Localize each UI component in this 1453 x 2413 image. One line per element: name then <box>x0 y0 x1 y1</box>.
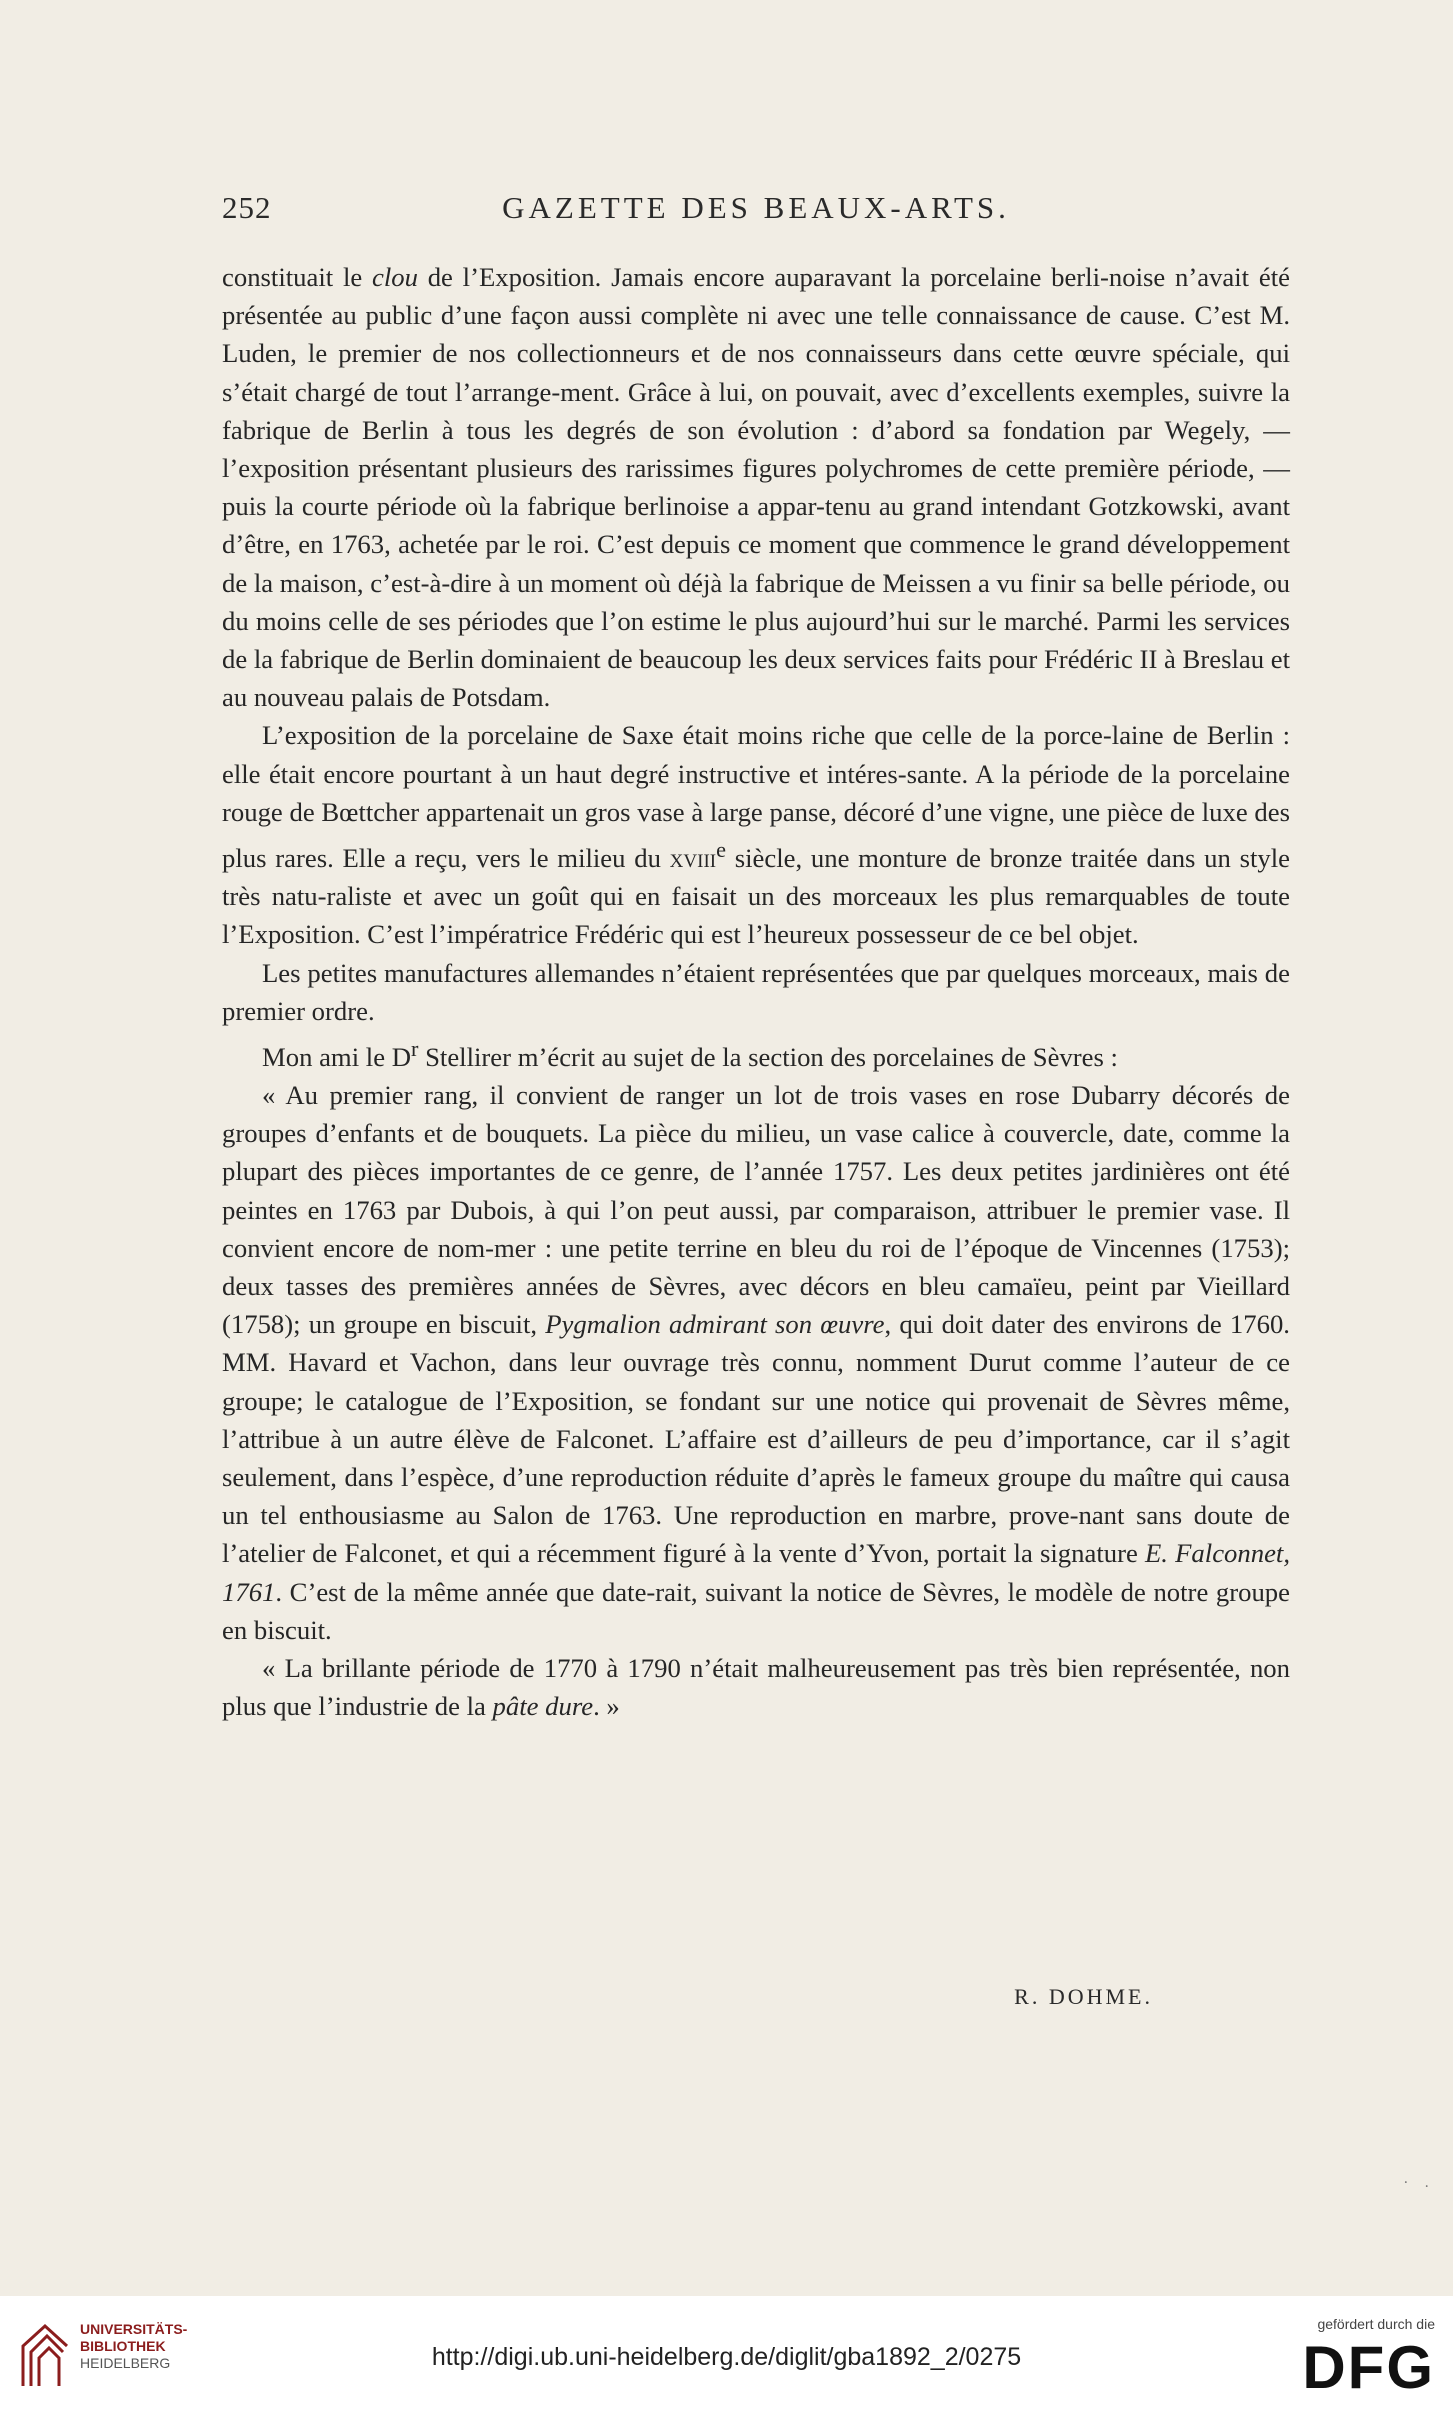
dfg-logo: DFG <box>1302 2334 1435 2401</box>
permalink-url[interactable]: http://digi.ub.uni-heidelberg.de/diglit/gba1892_2/0275 <box>431 2343 1022 2371</box>
paragraph-5: « Au premier rang, il convient de ranger un lot de trois vases en rose Dubarry décorés de groupes d’enfants et de bouquets. La pièce du milieu, un vase calice à couvercle, date, comme la plupart des pièces importantes de ce genre, de l’année 1757. Les deux petites jardinières ont été peintes en 1763 par Dubois, à qui l’on peut aussi, par comparaison, attribuer le premier vase. Il convient encore de nom-mer : une petite terrine en bleu du roi de l’époque de Vincennes (1753); deux tasses des premières années de Sèvres, avec décors en bleu camaïeu, peint par Vieillard (1758); un groupe en biscuit, Pygmalion admirant son œuvre, qui doit dater des environs de 1760. MM. Havard et Vachon, dans leur ouvrage très connu, nomment Durut comme l’auteur de ce groupe; le catalogue de l’Exposition, se fondant sur une notice qui provenait de Sèvres même, l’attribue à un autre élève de Falconet. L’affaire est d’ailleurs de peu d’importance, car il s’agit seulement, dans l’espèce, d’une reproduction réduite d’après le fameux groupe du maître qui causa un tel enthousiasme au Salon de 1763. Une reproduction en marbre, prove-nant sans doute de l’atelier de Falconet, et qui a récemment figuré à la vente d’Yvon, portait la signature E. Falconnet, 1761. C’est de la même année que date-rait, suivant la notice de Sèvres, le modèle de notre groupe en biscuit. <box>222 1080 1291 1645</box>
sponsor-caption: gefördert durch die <box>1317 2316 1435 2332</box>
paragraph-2: L’exposition de la porcelaine de Saxe était moins riche que celle de la porce-laine de Berlin : elle était encore pourtant à un haut degré instructive et intéres-sante. A la période de la porcelaine rouge de Bœttcher appartenait un gros vase à large panse, décoré d’une vigne, une pièce de luxe des plus rares. Elle a reçu, vers le milieu du xviii$^e$ siècle, une monture de bronze traitée dans un style très natu-raliste et avec un goût qui en faisait un des morceaux les plus remarquables de toute l’Exposition. C’est l’impératrice Frédéric qui est l’heureux possesseur de ce bel objet. <box>222 720 1290 950</box>
italic-term: clou <box>371 262 418 292</box>
author-signature: R. DOHME. <box>1014 1984 1153 2009</box>
paragraph-3: Les petites manufactures allemandes n’étaient représentées que par quelques morceaux, mais de premier ordre. <box>222 957 1290 1026</box>
scan-specks: · . <box>1403 2175 1435 2191</box>
page-number: 252 <box>222 190 272 225</box>
italic-title: Pygmalion admirant son œuvre <box>545 1309 885 1340</box>
library-name: UNIVERSITÄTS- BIBLIOTHEK HEIDELBERG <box>80 2321 188 2371</box>
sponsor-block <box>1255 2316 1435 2400</box>
century-numeral: xviii <box>669 842 717 873</box>
paragraph-6: « La brillante période de 1770 à 1790 n’était malheureusement pas très bien représentée, non plus que l’industrie de la pâte dure. » <box>222 1653 1290 1722</box>
running-title: GAZETTE DES BEAUX-ARTS. <box>502 190 1010 225</box>
article-body <box>222 258 1290 1726</box>
page-header <box>222 190 1290 240</box>
italic-signature: E. Falconnet, 1761 <box>222 1538 1291 1607</box>
paragraph-1: constituait le clou de l’Exposition. Jamais encore auparavant la porcelaine berli-noise n’avait été présentée au public d’une façon aussi complète ni avec une telle connaissance de cause. C’est M. Luden, le premier de nos collectionneurs et de nos connaisseurs dans cette œuvre spéciale, qui s’était chargé de tout l’arrange-ment. Grâce à lui, on pouvait, avec d’excellents exemples, suivre la fabrique de Berlin à tous les degrés de son évolution : d’abord sa fondation par Wegely, — l’exposition présentant plusieurs des rarissimes figures polychromes de cette première période, — puis la courte période où la fabrique berlinoise a appar-tenu au grand intendant Gotzkowski, avant d’être, en 1763, achetée par le roi. C’est depuis ce moment que commence le grand développement de la maison, c’est-à-dire à un moment où déjà la fabrique de Meissen a vu finir sa belle période, ou du moins celle de ses périodes que l’on estime le plus aujourd’hui sur le marché. Parmi les services de la fabrique de Berlin dominaient de beaucoup les deux services faits pour Frédéric II à Breslau et au nouveau palais de Potsdam. <box>222 262 1290 713</box>
paragraph-4: Mon ami le $D^r$ Stellirer m’écrit au sujet de la section des porcelaines de Sèvres : <box>262 1035 1118 1072</box>
digitization-footer <box>0 2296 1453 2413</box>
italic-term: pâte dure <box>492 1691 594 1722</box>
